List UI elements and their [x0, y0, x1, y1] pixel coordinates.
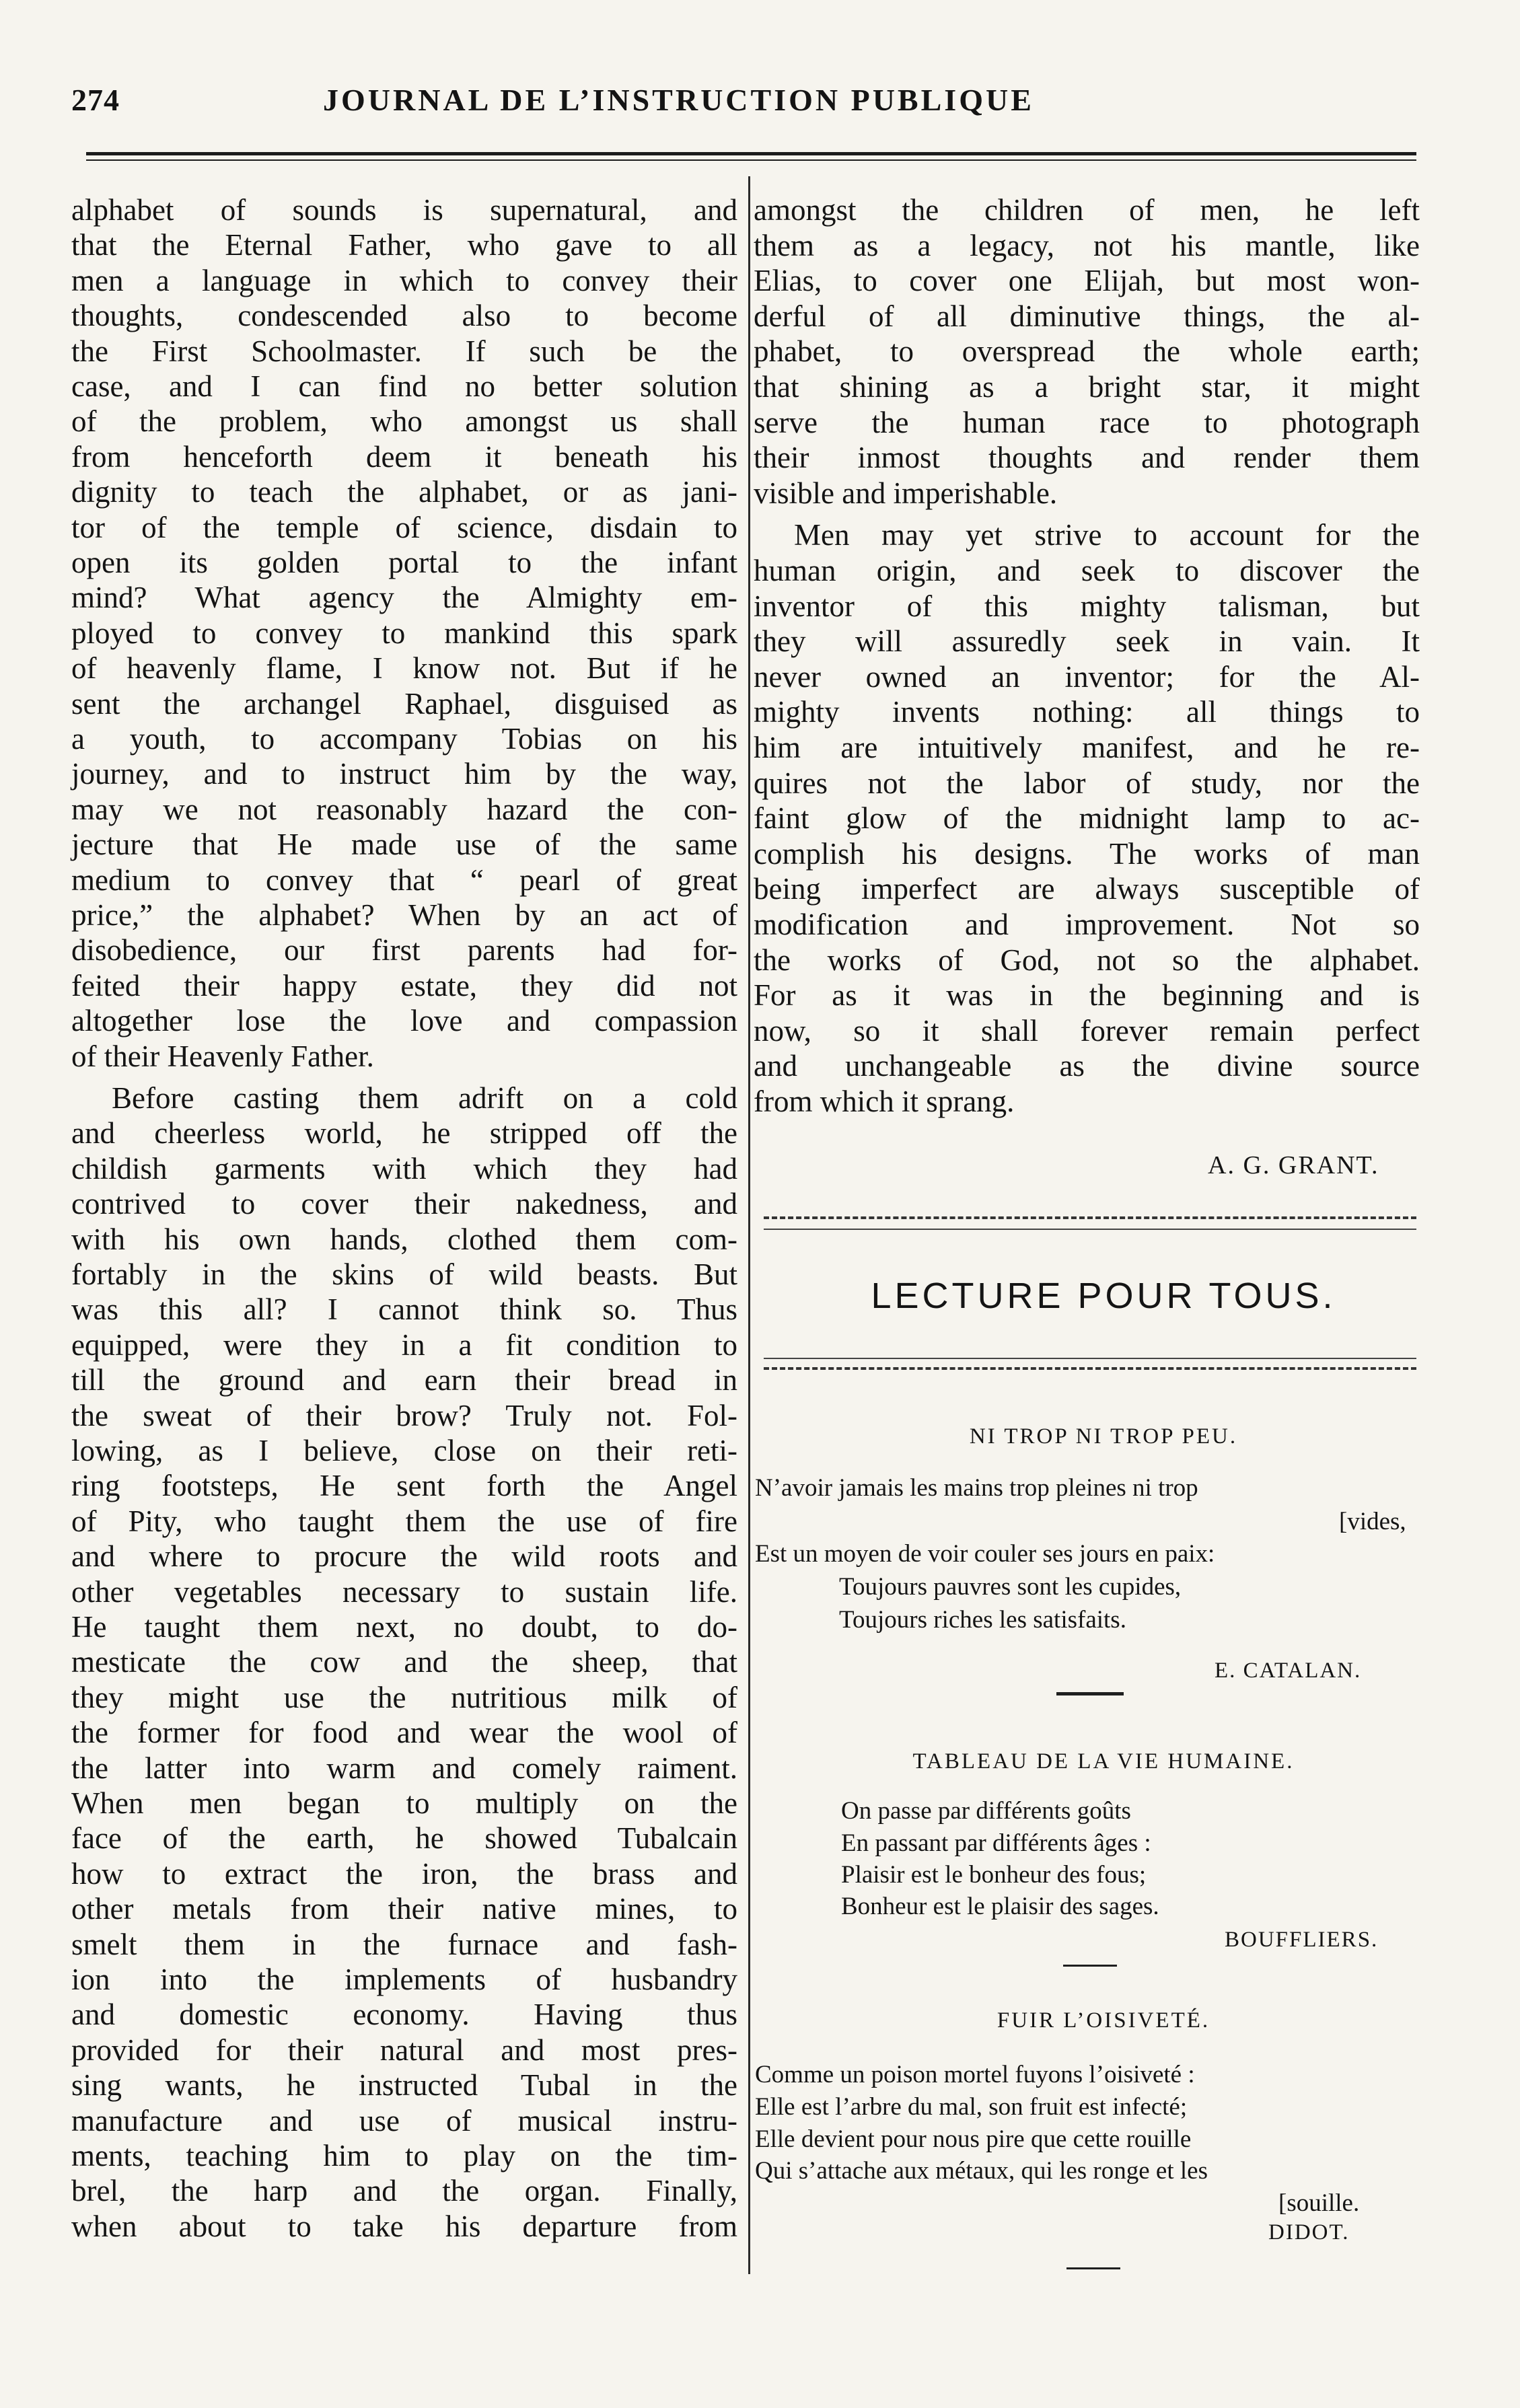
text-line: He taught them next, no doubt, to do- [71, 1610, 737, 1644]
text-line: thoughts, condescended also to become [71, 299, 737, 333]
poem-line: Bonheur est le plaisir des sages. [841, 1893, 1159, 1920]
poem-title: FUIR L’OISIVETÉ. [997, 2008, 1210, 2033]
text-line: that the Eternal Father, who gave to all [71, 228, 737, 262]
poem-line: Qui s’attache aux métaux, qui les ronge et les [755, 2157, 1208, 2185]
text-line: of their Heavenly Father. [71, 1039, 374, 1073]
text-line: medium to convey that “ pearl of great [71, 863, 737, 897]
text-line: a youth, to accompany Tobias on his [71, 722, 737, 756]
text-line: and cheerless world, he stripped off the [71, 1116, 737, 1151]
text-line: brel, the harp and the organ. Finally, [71, 2174, 737, 2208]
text-line: was this all? I cannot think so. Thus [71, 1292, 737, 1327]
poem-author: BOUFFLIERS. [1225, 1928, 1379, 1952]
poem-title: TABLEAU DE LA VIE HUMAINE. [912, 1749, 1295, 1774]
poem-line: Est un moyen de voir couler ses jours en paix: [755, 1540, 1215, 1568]
text-line: equipped, were they in a fit condition to [71, 1327, 737, 1362]
text-line: When men began to multiply on the [71, 1786, 737, 1820]
text-line: amongst the children of men, he left [754, 193, 1420, 227]
poem-separator [1066, 2267, 1120, 2269]
text-line: Men may yet strive to account for the [794, 518, 1420, 552]
text-line: manufacture and use of musical instru- [71, 2103, 737, 2138]
text-line: being imperfect are always susceptible of [754, 872, 1420, 906]
poem-line: Elle devient pour nous pire que cette rouille [755, 2125, 1192, 2153]
text-line: alphabet of sounds is supernatural, and [71, 193, 737, 227]
text-line: disobedience, our first parents had for- [71, 933, 737, 968]
poem-line: [vides, [1339, 1508, 1406, 1535]
text-line: with his own hands, clothed them com- [71, 1222, 737, 1256]
text-line: of heavenly flame, I know not. But if he [71, 651, 737, 686]
text-line: of Pity, who taught them the use of fire [71, 1504, 737, 1538]
poem-line: N’avoir jamais les mains trop pleines ni trop [755, 1474, 1198, 1502]
text-line: provided for their natural and most pres- [71, 2033, 737, 2067]
text-line: price,” the alphabet? When by an act of [71, 898, 737, 932]
article-signature: A. G. GRANT. [1208, 1151, 1379, 1179]
poem-author: DIDOT. [1268, 2220, 1350, 2245]
text-line: altogether lose the love and compassion [71, 1004, 737, 1038]
column-divider [748, 176, 750, 2274]
text-line: from henceforth deem it beneath his [71, 439, 737, 474]
text-line: the former for food and wear the wool of [71, 1716, 737, 1750]
text-line: never owned an inventor; for the Al- [754, 659, 1420, 694]
text-line: their inmost thoughts and render them [754, 441, 1420, 475]
text-line: faint glow of the midnight lamp to ac- [754, 801, 1420, 836]
text-line: case, and I can find no better solution [71, 369, 737, 403]
section-rule-bottom-thin [764, 1358, 1416, 1359]
text-line: modification and improvement. Not so [754, 908, 1420, 941]
text-line: dignity to teach the alphabet, or as jani- [71, 475, 737, 509]
page-number: 274 [71, 83, 120, 117]
text-line: mighty invents nothing: all things to [754, 695, 1420, 729]
text-line: that shining as a bright star, it might [754, 370, 1420, 404]
text-line: human origin, and seek to discover the [754, 554, 1420, 587]
poem-line: Toujours riches les satisfaits. [839, 1606, 1126, 1634]
poem-line: Plaisir est le bonheur des fous; [841, 1861, 1147, 1889]
text-line: fortably in the skins of wild beasts. But [71, 1257, 737, 1291]
poem-title: NI TROP NI TROP PEU. [969, 1424, 1238, 1449]
text-line: journey, and to instruct him by the way, [71, 757, 737, 791]
text-line: they will assuredly seek in vain. It [754, 624, 1420, 659]
text-line: ion into the implements of husbandry [71, 1963, 737, 1996]
text-line: other metals from their native mines, to [71, 1892, 737, 1926]
poem-separator [1063, 1965, 1117, 1967]
poem-line: En passant par différents âges : [841, 1829, 1151, 1857]
header-rule-thin [86, 159, 1416, 161]
text-line: face of the earth, he showed Tubalcain [71, 1821, 737, 1856]
text-line: and unchangeable as the divine source [754, 1049, 1420, 1083]
text-line: ments, teaching him to play on the tim- [71, 2139, 737, 2173]
text-line: sing wants, he instructed Tubal in the [71, 2068, 737, 2103]
text-line: the First Schoolmaster. If such be the [71, 334, 737, 368]
text-line: men a language in which to convey their [71, 263, 737, 297]
header-rule [86, 152, 1416, 155]
text-line: complish his designs. The works of man [754, 836, 1420, 871]
text-line: serve the human race to photograph [754, 405, 1420, 439]
text-line: open its golden portal to the infant [71, 546, 737, 579]
text-line: phabet, to overspread the whole earth; [754, 334, 1420, 369]
section-rule-bottom [764, 1367, 1416, 1370]
poem-author: E. CATALAN. [1215, 1658, 1362, 1683]
text-line: inventor of this mighty talisman, but [754, 589, 1420, 623]
text-line: the latter into warm and comely raiment. [71, 1751, 737, 1785]
text-line: childish garments with which they had [71, 1151, 737, 1185]
text-line: other vegetables necessary to sustain life. [71, 1574, 737, 1609]
poem-line: [souille. [1278, 2189, 1360, 2217]
text-line: ployed to convey to mankind this spark [71, 616, 737, 650]
text-line: of the problem, who amongst us shall [71, 404, 737, 439]
poem-line: On passe par différents goûts [841, 1797, 1131, 1825]
text-line: derful of all diminutive things, the al- [754, 299, 1420, 333]
text-line: and where to procure the wild roots and [71, 1539, 737, 1574]
text-line: mesticate the cow and the sheep, that [71, 1645, 737, 1679]
poem-line: Elle est l’arbre du mal, son fruit est infecté; [755, 2093, 1188, 2121]
text-line: till the ground and earn their bread in [71, 1363, 737, 1397]
text-line: from which it sprang. [754, 1085, 1015, 1118]
poem-line: Toujours pauvres sont les cupides, [839, 1573, 1182, 1601]
text-line: when about to take his departure from [71, 2209, 737, 2243]
text-line: visible and imperishable. [754, 476, 1058, 510]
text-line: quires not the labor of study, nor the [754, 766, 1420, 800]
poem-line: Comme un poison mortel fuyons l’oisiveté : [755, 2061, 1195, 2088]
text-line: Before casting them adrift on a cold [112, 1081, 737, 1115]
text-line: mind? What agency the Almighty em- [71, 581, 737, 615]
text-line: the works of God, not so the alphabet. [754, 943, 1420, 977]
text-line: For as it was in the beginning and is [754, 978, 1420, 1013]
text-line: Elias, to cover one Elijah, but most won- [754, 264, 1420, 298]
text-line: how to extract the iron, the brass and [71, 1856, 737, 1891]
text-line: and domestic economy. Having thus [71, 1998, 737, 2032]
text-line: them as a legacy, not his mantle, like [754, 228, 1420, 262]
section-title: LECTURE POUR TOUS. [871, 1276, 1336, 1316]
text-line: lowing, as I believe, close on their reti- [71, 1434, 737, 1467]
text-line: smelt them in the furnace and fash- [71, 1927, 737, 1961]
text-line: jecture that He made use of the same [71, 828, 737, 862]
text-line: now, so it shall forever remain perfect [754, 1013, 1420, 1048]
section-rule-top [764, 1216, 1416, 1219]
section-rule-top-thin [764, 1229, 1416, 1230]
journal-title: JOURNAL DE L’INSTRUCTION PUBLIQUE [323, 83, 1034, 117]
text-line: contrived to cover their nakedness, and [71, 1187, 737, 1221]
text-line: the sweat of their brow? Truly not. Fol- [71, 1398, 737, 1432]
text-line: sent the archangel Raphael, disguised as [71, 686, 737, 721]
text-line: may we not reasonably hazard the con- [71, 792, 737, 826]
text-line: ring footsteps, He sent forth the Angel [71, 1469, 737, 1503]
text-line: they might use the nutritious milk of [71, 1680, 737, 1714]
text-line: feited their happy estate, they did not [71, 968, 737, 1002]
text-line: tor of the temple of science, disdain to [71, 510, 737, 544]
poem-separator [1056, 1692, 1124, 1695]
text-line: him are intuitively manifest, and he re- [754, 731, 1420, 764]
